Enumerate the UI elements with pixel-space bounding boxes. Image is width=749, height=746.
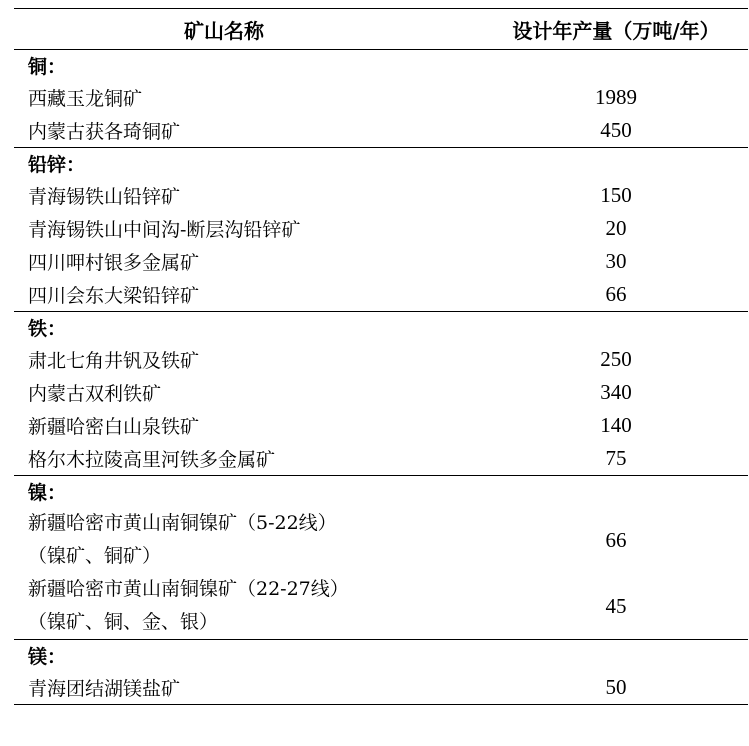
table-row [14, 376, 748, 409]
mine-capacity-table [14, 8, 748, 705]
table-row [14, 212, 748, 245]
header-design-capacity: 设计年产量（万吨/年） [484, 9, 748, 50]
header-mine-name: 矿山名称 [14, 9, 484, 50]
capacity-value: 30 [605, 249, 627, 273]
table-row [14, 245, 748, 278]
category-row-iron [14, 312, 748, 344]
table-row [14, 409, 748, 442]
capacity-value: 20 [605, 216, 627, 240]
mine-name [14, 507, 484, 573]
mine-name: 肃北七角井钒及铁矿 [28, 350, 200, 372]
table-row [14, 573, 748, 640]
capacity-value: 66 [605, 282, 627, 306]
table-row [14, 442, 748, 476]
mine-name: 新疆哈密白山泉铁矿 [28, 416, 200, 438]
mine-name: 内蒙古获各琦铜矿 [28, 121, 181, 143]
mine-name-line1: 新疆哈密市黄山南铜镍矿（5-22线） [28, 512, 337, 534]
mine-name: 四川呷村银多金属矿 [28, 252, 200, 274]
mine-name: 四川会东大梁铅锌矿 [28, 285, 200, 307]
capacity-value: 150 [600, 183, 632, 207]
table-row [14, 179, 748, 212]
category-label: 铜： [28, 56, 67, 78]
mine-name: 格尔木拉陵高里河铁多金属矿 [28, 449, 276, 471]
table-row [14, 343, 748, 376]
capacity-value: 450 [600, 118, 632, 142]
category-row-lead-zinc [14, 148, 748, 180]
mine-name: 青海锡铁山中间沟-断层沟铅锌矿 [28, 219, 301, 241]
mine-name-line1: 新疆哈密市黄山南铜镍矿（22-27线） [28, 578, 349, 600]
category-label: 镁： [14, 640, 748, 672]
mine-name: 青海团结湖镁盐矿 [14, 671, 484, 705]
category-label: 镍： [14, 476, 748, 508]
capacity-value: 250 [600, 347, 632, 371]
capacity-value: 75 [605, 446, 627, 470]
table-row [14, 81, 748, 114]
capacity-value: 140 [600, 413, 632, 437]
mine-name: 青海锡铁山铅锌矿 [28, 186, 181, 208]
mine-table-container [14, 8, 748, 705]
capacity-value: 50 [484, 671, 748, 705]
capacity-value: 1989 [595, 85, 637, 109]
capacity-value: 66 [605, 527, 627, 552]
capacity-value: 340 [600, 380, 632, 404]
table-row [14, 671, 748, 705]
category-label: 铁： [14, 312, 748, 344]
table-row [14, 278, 748, 312]
category-row-nickel [14, 476, 748, 508]
category-row-magnesium [14, 640, 748, 672]
category-label: 铅锌： [14, 148, 748, 180]
category-row-copper [14, 50, 748, 82]
table-row [14, 114, 748, 148]
mine-name: 西藏玉龙铜矿 [28, 88, 143, 110]
table-header-row [14, 9, 748, 50]
mine-name-line2: （镍矿、铜、金、银） [28, 611, 219, 633]
mine-name [14, 573, 484, 640]
table-row [14, 507, 748, 573]
mine-name: 内蒙古双利铁矿 [28, 383, 162, 405]
mine-name-line2: （镍矿、铜矿） [28, 545, 162, 567]
capacity-value: 45 [605, 593, 627, 618]
